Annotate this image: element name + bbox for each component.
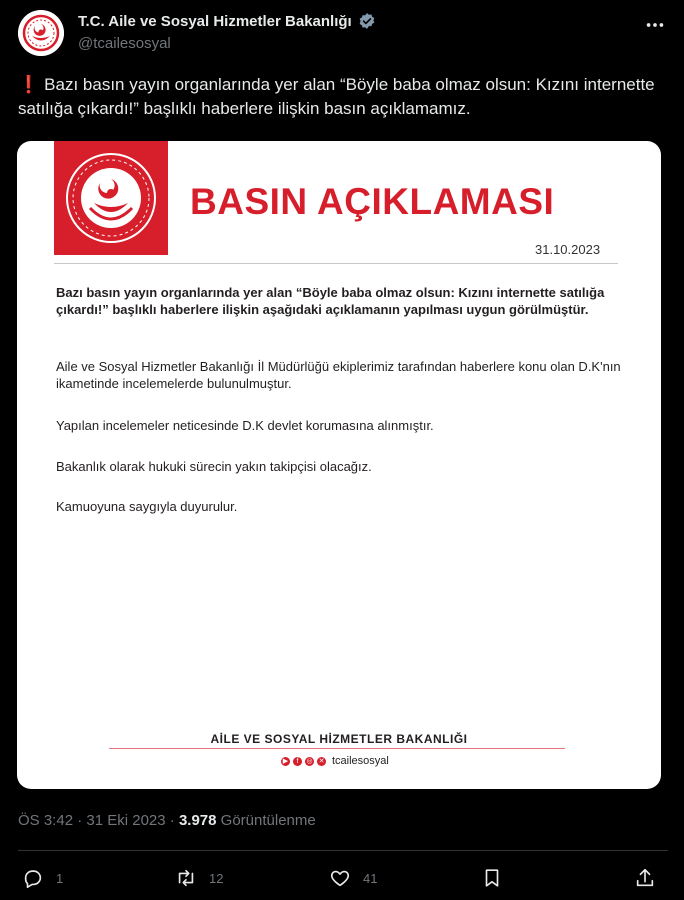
social-links [281,755,389,767]
reply-button[interactable] [22,867,63,889]
ministry-emblem-icon [54,141,168,255]
press-paragraph: Bakanlık olarak hukuki sürecin yakın takipçisi olacağız. [56,459,372,474]
reply-icon [22,867,44,889]
facebook-icon: f [293,757,302,766]
heart-icon [329,867,351,889]
views-label: Görüntülenme [220,812,316,829]
tweet-body: Bazı basın yayın organlarında yer alan “Böyle baba olmaz olsun: Kızını internette satılığa çıkardı!” başlıklı haberlere ilişkin basın açıklamamız. [18,75,655,118]
actions-divider [18,850,668,851]
tweet-timestamp[interactable]: ÖS 3:42 · 31 Eki 2023 · [18,812,175,829]
instagram-icon: ◎ [306,757,313,765]
exclamation-icon: ❗ [18,75,40,94]
ministry-logo-icon [18,10,64,56]
bookmark-icon [481,867,503,889]
press-release-title: BASIN AÇIKLAMASI [190,181,555,222]
press-paragraph: Yapılan incelemeler neticesinde D.K devlet korumasına alınmıştır. [56,418,434,433]
press-paragraph: Bazı basın yayın organlarında yer alan “Böyle baba olmaz olsun: Kızını internette satılığa çıkardı!” başlıklı haberlere ilişkin aşağıdaki açıklamanın yapılması uygun görülmüştür. [56,285,605,317]
repost-count: 12 [209,870,224,886]
author-name[interactable]: T.C. Aile ve Sosyal Hizmetler Bakanlığı [78,12,352,30]
repost-icon [175,867,197,889]
more-options-icon[interactable] [644,14,666,42]
tweet-header [18,8,668,58]
tweet-meta [18,812,316,829]
press-paragraph: Kamuoyuna saygıyla duyurulur. [56,499,238,514]
repost-button[interactable] [175,867,223,889]
avatar[interactable] [18,10,64,56]
share-icon [634,867,656,889]
author-handle[interactable]: @tcailesosyal [78,35,171,52]
ministry-emblem [54,141,168,255]
press-release-date: 31.10.2023 [535,242,601,257]
header-divider [54,263,618,264]
like-count: 41 [363,870,378,886]
youtube-icon: ▶ [282,757,289,765]
share-button[interactable] [634,867,656,889]
ministry-footer-title: AİLE VE SOSYAL HİZMETLER BAKANLIĞI [210,732,468,746]
footer-divider [109,748,565,749]
verified-badge-icon [358,12,376,30]
reply-count: 1 [56,870,64,886]
press-paragraph: Aile ve Sosyal Hizmetler Bakanlığı İl Müdürlüğü ekiplerimiz tarafından haberlere konu olan D.K'nın ikametinde incelemelerde bulunulmuştur. [56,359,621,391]
press-release-image[interactable] [17,141,661,789]
bookmark-button[interactable] [481,867,503,889]
footer-handle: tcailesosyal [332,755,389,767]
x-icon: ✕ [318,757,325,765]
view-count: 3.978 [178,812,217,829]
like-button[interactable] [329,867,377,889]
tweet-text [18,73,668,121]
